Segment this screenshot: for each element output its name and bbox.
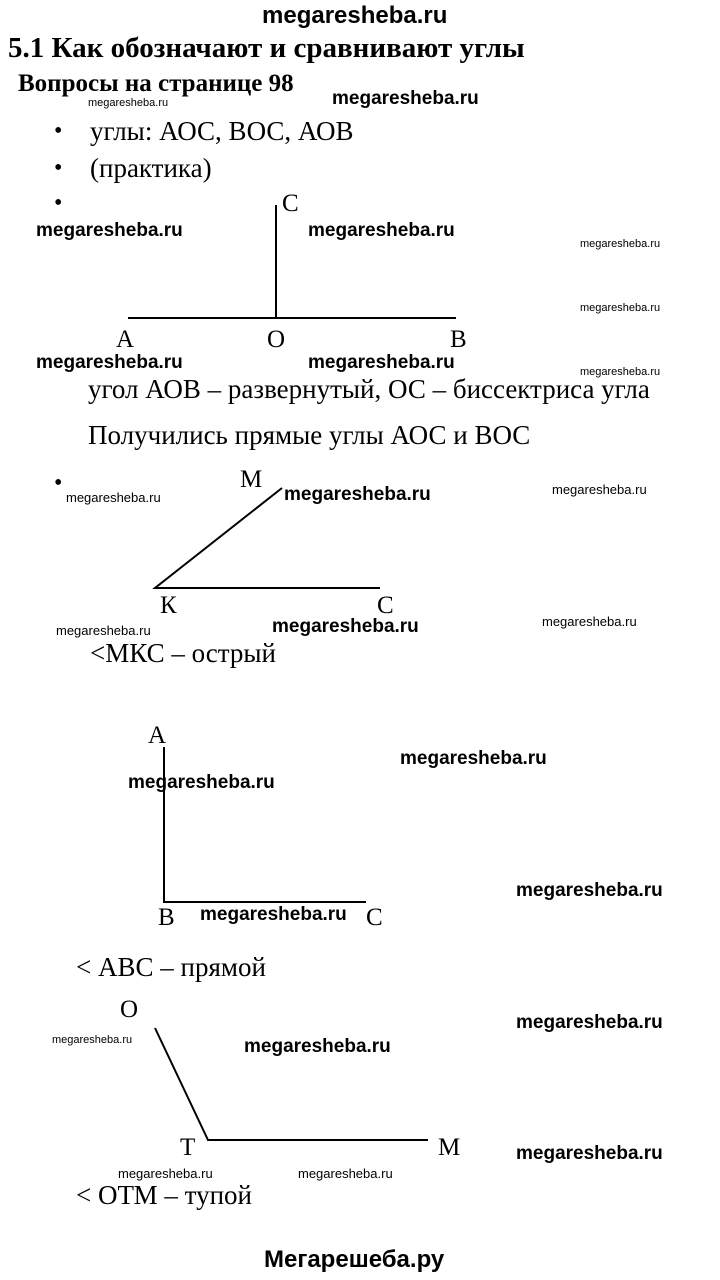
watermark: megaresheba.ru: [400, 748, 547, 769]
fig3-caption: < АВС – прямой: [76, 952, 266, 982]
watermark: megaresheba.ru: [542, 614, 637, 629]
watermark: megaresheba.ru: [308, 352, 455, 373]
fig4-label-t: T: [180, 1134, 196, 1161]
watermark: megaresheba.ru: [298, 1166, 393, 1181]
watermark: megaresheba.ru: [516, 880, 663, 901]
watermark: megaresheba.ru: [272, 616, 419, 637]
fig2-caption: <МКС – острый: [90, 638, 276, 668]
bullet-2: •: [54, 155, 63, 181]
watermark: megaresheba.ru: [516, 1143, 663, 1164]
fig1-label-b: B: [450, 326, 467, 353]
watermark: megaresheba.ru: [200, 904, 347, 925]
watermark: megaresheba.ru: [580, 366, 661, 378]
page-subtitle: Вопросы на странице 98: [18, 70, 294, 97]
fig3-angle-abc: [164, 747, 366, 902]
site-footer: Мегарешеба.ру: [264, 1246, 445, 1273]
fig2-label-c: C: [377, 592, 394, 619]
bullet-1: •: [54, 118, 63, 144]
fig2-label-m: M: [240, 466, 263, 493]
page-title: 5.1 Как обозначают и сравнивают углы: [8, 32, 525, 64]
fig4-label-m: M: [438, 1134, 461, 1161]
fig3-label-a: A: [148, 722, 167, 749]
fig3-label-c: C: [366, 904, 383, 931]
watermark: megaresheba.ru: [128, 772, 275, 793]
answer-item-1: углы: АОС, ВОС, АОВ: [90, 116, 354, 146]
watermark: megaresheba.ru: [308, 220, 455, 241]
watermark: megaresheba.ru: [244, 1036, 391, 1057]
watermark: megaresheba.ru: [284, 484, 431, 505]
fig4-label-o: O: [120, 996, 139, 1023]
watermark: megaresheba.ru: [332, 88, 479, 109]
watermark: megaresheba.ru: [66, 490, 161, 505]
watermark: megaresheba.ru: [88, 97, 169, 109]
watermark: megaresheba.ru: [580, 302, 661, 314]
fig3-label-b: B: [158, 904, 175, 931]
watermark: megaresheba.ru: [118, 1166, 213, 1181]
fig1-description-1: угол АОВ – развернутый, ОС – биссектриса угла: [88, 374, 650, 404]
watermark: megaresheba.ru: [552, 482, 647, 497]
fig1-label-c: C: [282, 190, 299, 217]
watermark: megaresheba.ru: [580, 238, 661, 250]
bullet-3: •: [54, 190, 63, 216]
watermark: megaresheba.ru: [516, 1012, 663, 1033]
fig1-label-a: A: [116, 326, 135, 353]
watermark: megaresheba.ru: [36, 220, 183, 241]
fig1-label-o: O: [267, 326, 286, 353]
fig2-label-k: К: [160, 592, 177, 619]
site-header: megaresheba.ru: [262, 2, 448, 29]
watermark: megaresheba.ru: [52, 1034, 133, 1046]
fig1-description-2: Получились прямые углы АОС и ВОС: [88, 420, 531, 450]
bullet-4: •: [54, 470, 63, 496]
watermark: megaresheba.ru: [36, 352, 183, 373]
fig4-caption: < ОТМ – тупой: [76, 1180, 252, 1210]
watermark: megaresheba.ru: [56, 623, 151, 638]
answer-item-2: (практика): [90, 153, 212, 183]
